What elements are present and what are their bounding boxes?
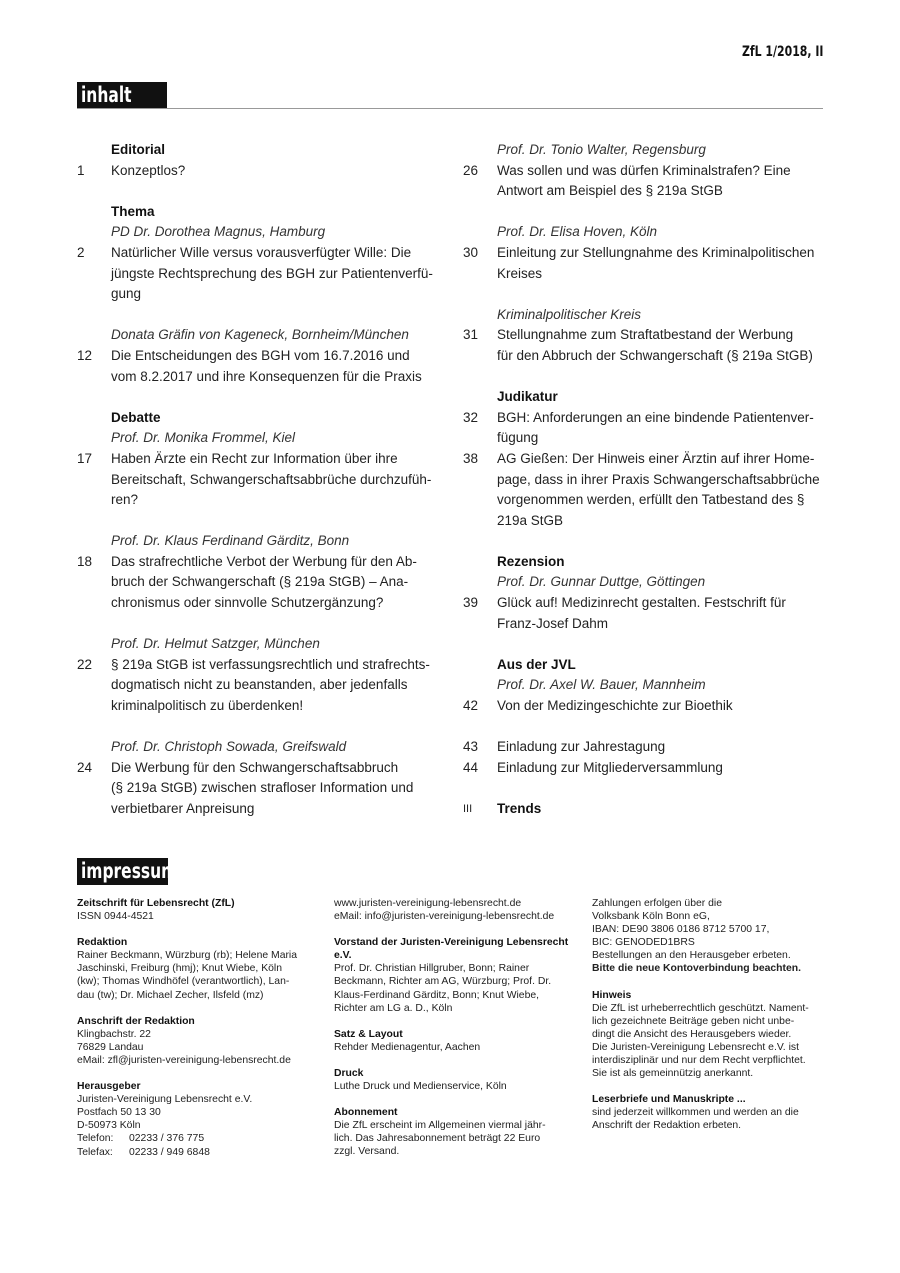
impressum-line: D-50973 Köln	[77, 1120, 141, 1132]
toc-entry-title: Trends	[497, 801, 542, 816]
toc-entry-line: § 219a StGB ist verfassungsrechtlich und strafrechts-	[111, 656, 430, 672]
impressum-line: IBAN: DE90 3806 0186 8712 5700 17,	[592, 924, 770, 936]
impressum-block	[592, 989, 837, 1081]
impressum-block	[77, 1015, 322, 1067]
toc-entry-title	[497, 449, 833, 531]
impressum-block	[592, 897, 837, 976]
toc-entry-line: (§ 219a StGB) zwischen strafloser Information und	[111, 780, 414, 796]
toc-entry-line: Einladung zur Mitgliederversammlung	[497, 759, 723, 775]
toc-entry	[77, 243, 442, 305]
impressum-heading: Zeitschrift für Lebensrecht (ZfL)	[77, 898, 235, 909]
impressum-heading: Anschrift der Redaktion	[77, 1015, 195, 1027]
toc-page-number: 32	[463, 409, 479, 425]
toc-entry	[463, 408, 833, 449]
toc-page-number: 24	[77, 759, 93, 775]
impressum-line: Volksbank Köln Bonn eG,	[592, 911, 710, 923]
toc-section-heading: Rezension	[497, 553, 565, 569]
toc-gap	[463, 531, 833, 552]
toc-entry	[77, 552, 442, 614]
impressum-line: zzgl. Versand.	[334, 1146, 400, 1158]
toc-entry	[463, 593, 833, 634]
impressum-line: dau (tw); Dr. Michael Zecher, Ilsfeld (mz)	[77, 989, 264, 1001]
toc-entry	[463, 325, 833, 366]
toc-entry-title	[111, 449, 442, 511]
toc-entry-title	[497, 737, 833, 758]
impressum-heading: Vorstand der Juristen-Vereinigung Lebensrecht e.V.	[334, 937, 569, 962]
toc-entry	[77, 655, 442, 717]
impressum-line: sind jederzeit willkommen und werden an die	[592, 1107, 799, 1119]
toc-entry-title	[497, 408, 833, 449]
toc-entry-line: vom 8.2.2017 und ihre Konsequenzen für die Praxis	[111, 368, 422, 384]
impressum-line: 76829 Landau	[77, 1041, 144, 1053]
toc-entry	[463, 758, 833, 779]
impressum-phone-label: Telefon:	[77, 1133, 114, 1145]
toc-entry-title	[111, 161, 442, 182]
impressum-phone-value: 02233 / 376 775	[129, 1133, 205, 1145]
impressum-block	[334, 897, 579, 923]
impressum-line: Richter am LG a. D., Köln	[334, 1002, 453, 1014]
toc-entry-line: Bereitschaft, Schwangerschaftsabbrüche durchzufüh-	[111, 471, 432, 487]
impressum-line: interdisziplinär und nur dem Recht verpflichtet.	[592, 1055, 806, 1067]
impressum-phone-value: 02233 / 949 6848	[129, 1146, 210, 1158]
toc-entry-line: fügung	[497, 430, 539, 446]
toc-page-number: 39	[463, 595, 479, 611]
toc-section-heading: Judikatur	[497, 389, 558, 405]
toc-gap	[463, 634, 833, 655]
toc-entry-title	[497, 593, 833, 634]
toc-entry-line: Die Entscheidungen des BGH vom 16.7.2016 und	[111, 347, 410, 363]
toc-author: Prof. Dr. Klaus Ferdinand Gärditz, Bonn	[111, 533, 350, 549]
toc-entry-line: Haben Ärzte ein Recht zur Information über ihre	[111, 450, 398, 466]
impressum-heading: Abonnement	[334, 1107, 398, 1119]
impressum-block	[592, 1093, 837, 1132]
toc-entry	[463, 243, 833, 284]
impressum-line: Klaus-Ferdinand Gärditz, Bonn; Knut Wiebe,	[334, 989, 540, 1001]
impressum-line: www.juristen-vereinigung-lebensrecht.de	[334, 898, 522, 909]
toc-section-heading: Thema	[111, 203, 155, 219]
toc-page-number: 31	[463, 327, 479, 343]
impressum-line: Prof. Dr. Christian Hillgruber, Bonn; Rainer	[334, 963, 530, 975]
toc-entry-line: bruch der Schwangerschaft (§ 219a StGB) – Ana-	[111, 574, 409, 590]
impressum-line: Die ZfL erscheint im Allgemeinen viermal jähr-	[334, 1120, 546, 1132]
impressum-block	[77, 936, 322, 1001]
toc-entry-title	[111, 552, 442, 614]
impressum-line: Rainer Beckmann, Würzburg (rb); Helene Maria	[77, 950, 298, 962]
impressum-line: Juristen-Vereinigung Lebensrecht e.V.	[77, 1094, 253, 1106]
impressum-block	[77, 897, 322, 923]
impressum-line: Die ZfL ist urheberrechtlich geschützt. Nament-	[592, 1002, 809, 1014]
toc-section-heading: Editorial	[111, 142, 166, 157]
toc-page-number: 38	[463, 450, 479, 466]
toc-entry-line: BGH: Anforderungen an eine bindende Patientenver-	[497, 409, 814, 425]
toc-entry	[77, 758, 442, 820]
impressum-line: Sie ist als gemeinnützig anerkannt.	[592, 1068, 754, 1080]
toc-page-number: 26	[463, 162, 479, 178]
toc-left-column	[77, 140, 442, 820]
toc-entry-line: verbietbarer Anpreisung	[111, 801, 255, 816]
impressum-line: Anschrift der Redaktion erbeten.	[592, 1120, 742, 1132]
toc-gap	[77, 614, 442, 635]
toc-author: Prof. Dr. Christoph Sowada, Greifswald	[111, 739, 347, 755]
toc-entry	[463, 449, 833, 531]
impressum-block	[77, 1080, 322, 1159]
toc-entry-line: vorgenommen werden, erfüllt den Tatbestand des §	[497, 492, 805, 508]
impressum-block	[334, 1028, 579, 1054]
toc-author: Prof. Dr. Axel W. Bauer, Mannheim	[497, 677, 706, 693]
toc-entry-title	[497, 758, 833, 779]
toc-entry-title	[497, 243, 833, 284]
impressum-block	[334, 1067, 579, 1093]
impressum-line: BIC: GENODED1BRS	[592, 937, 695, 949]
toc-gap	[463, 284, 833, 305]
toc-gap	[77, 181, 442, 202]
impressum-phone-label: Telefax:	[77, 1146, 113, 1158]
impressum-block	[334, 936, 579, 1015]
toc-gap	[77, 387, 442, 408]
impressum-heading: Herausgeber	[77, 1081, 141, 1093]
toc-page-number: 12	[77, 347, 93, 363]
toc-page-number: 44	[463, 759, 479, 775]
toc-page-number: 18	[77, 553, 93, 569]
toc-author: Prof. Dr. Tonio Walter, Regensburg	[497, 142, 706, 157]
toc-page-number: 17	[77, 450, 93, 466]
toc-entry-line: Das strafrechtliche Verbot der Werbung für den Ab-	[111, 553, 417, 569]
toc-author: Prof. Dr. Elisa Hoven, Köln	[497, 224, 658, 240]
impressum-line: Klingbachstr. 22	[77, 1028, 151, 1040]
toc-entry-title	[497, 696, 833, 717]
toc-author: Kriminalpolitischer Kreis	[497, 306, 642, 322]
toc-author: Prof. Dr. Monika Frommel, Kiel	[111, 430, 296, 446]
impressum-heading: Satz & Layout	[334, 1028, 403, 1040]
impressum-heading: Redaktion	[77, 937, 128, 949]
impressum-heading: Druck	[334, 1067, 364, 1079]
impressum-line: Die Juristen-Vereinigung Lebensrecht e.V. ist	[592, 1041, 799, 1053]
impressum-column-2	[334, 897, 579, 1172]
toc-gap	[77, 305, 442, 326]
impressum-line: dingt die Ansicht des Herausgebers wieder.	[592, 1028, 792, 1040]
toc-entry-line: 219a StGB	[497, 512, 564, 528]
toc-gap	[77, 511, 442, 532]
toc-entry-title	[111, 346, 442, 387]
impressum-phone-line	[77, 1146, 322, 1159]
toc-entry	[463, 737, 833, 758]
toc-entry	[77, 346, 442, 387]
toc-gap	[463, 778, 833, 799]
toc-entry-line: Was sollen und was dürfen Kriminalstrafen? Eine	[497, 162, 791, 178]
toc-gap	[463, 367, 833, 388]
impressum-column-1	[77, 897, 322, 1172]
toc-entry-line: Natürlicher Wille versus vorausverfügter Wille: Die	[111, 244, 412, 260]
toc-author: Prof. Dr. Helmut Satzger, München	[111, 636, 320, 652]
toc-page-number: 30	[463, 244, 479, 260]
impressum-line: Beckmann, Richter am AG, Würzburg; Prof. Dr.	[334, 976, 552, 988]
impressum-line: lich gezeichnete Beiträge geben nicht unbe-	[592, 1015, 795, 1027]
inhalt-label: inhalt	[77, 82, 167, 109]
impressum-phone-line	[77, 1132, 322, 1145]
toc-entry-title	[111, 655, 442, 717]
impressum-heading: Hinweis	[592, 989, 632, 1001]
toc-entry	[77, 161, 442, 182]
toc-entry-title	[497, 161, 833, 202]
impressum-line: lich. Das Jahresabonnement beträgt 22 Euro	[334, 1133, 541, 1145]
impressum-notice: Bitte die neue Kontoverbindung beachten.	[592, 963, 801, 975]
inhalt-rule	[77, 108, 823, 109]
toc-entry-line: Antwort am Beispiel des § 219a StGB	[497, 183, 723, 199]
toc-section-heading: Aus der JVL	[497, 656, 576, 672]
toc-entry-line: für den Abbruch der Schwangerschaft (§ 219a StGB)	[497, 347, 813, 363]
toc-page-number: 1	[77, 162, 85, 178]
toc-entry	[463, 799, 833, 820]
impressum-line: Bestellungen an den Herausgeber erbeten.	[592, 950, 791, 962]
impressum-line: eMail: zfl@juristen-vereinigung-lebensrecht.de	[77, 1054, 291, 1066]
toc-entry-line: jüngste Rechtsprechung des BGH zur Patientenverfü-	[111, 265, 433, 281]
toc-entry-line: Konzeptlos?	[111, 162, 186, 178]
toc-entry-line: page, dass in ihrer Praxis Schwangerschaftsabbrüche	[497, 471, 820, 487]
toc-author: Donata Gräfin von Kageneck, Bornheim/München	[111, 327, 409, 343]
impressum-block	[334, 1106, 579, 1158]
impressum-heading: Leserbriefe und Manuskripte ...	[592, 1094, 746, 1106]
toc-entry-line: Stellungnahme zum Straftatbestand der Werbung	[497, 327, 794, 343]
toc-entry	[463, 161, 833, 202]
toc-entry-line: Die Werbung für den Schwangerschaftsabbruch	[111, 759, 399, 775]
impressum-line: (kw); Thomas Windhöfel (verantwortlich), Lan-	[77, 976, 290, 988]
toc-entry-line: Kreises	[497, 265, 543, 281]
impressum-line: Luthe Druck und Medienservice, Köln	[334, 1081, 507, 1093]
toc-gap	[463, 202, 833, 223]
toc-section-heading: Debatte	[111, 409, 161, 425]
toc-page-number: 22	[77, 656, 93, 672]
toc-entry-line: Einleitung zur Stellungnahme des Kriminalpolitischen	[497, 244, 815, 260]
toc-gap	[77, 717, 442, 738]
impressum-line: ISSN 0944-4521	[77, 911, 154, 923]
impressum-line: Rehder Medienagentur, Aachen	[334, 1041, 481, 1053]
impressum-column-3	[592, 897, 837, 1146]
toc-entry-line: gung	[111, 286, 142, 302]
toc-entry-title	[497, 325, 833, 366]
impressum-line: Postfach 50 13 30	[77, 1107, 161, 1119]
toc-entry-title	[111, 243, 442, 305]
toc-entry-line: Einladung zur Jahrestagung	[497, 739, 666, 755]
toc-entry-line: Franz-Josef Dahm	[497, 615, 609, 631]
toc-entry-line: ren?	[111, 492, 139, 508]
toc-entry	[77, 449, 442, 511]
toc-entry-line: kriminalpolitisch zu überdenken!	[111, 698, 304, 714]
toc-page-number: 2	[77, 244, 85, 260]
toc-page-number: 43	[463, 739, 479, 755]
toc-entry-line: Glück auf! Medizinrecht gestalten. Festschrift für	[497, 595, 786, 611]
toc-entry-line: chronismus oder sinnvolle Schutzergänzung?	[111, 595, 384, 611]
toc-author: PD Dr. Dorothea Magnus, Hamburg	[111, 224, 326, 240]
toc-author: Prof. Dr. Gunnar Duttge, Göttingen	[497, 574, 706, 590]
toc-entry	[463, 696, 833, 717]
toc-entry-title	[111, 758, 442, 820]
impressum-label: impressum	[77, 858, 168, 885]
toc-entry-line: AG Gießen: Der Hinweis einer Ärztin auf ihrer Home-	[497, 450, 815, 466]
page-identifier: ZfL 1/2018, II	[741, 44, 823, 60]
toc-right-column	[463, 140, 833, 820]
impressum-line: Jaschinski, Freiburg (hmj); Knut Wiebe, Köln	[77, 963, 283, 975]
toc-gap	[463, 717, 833, 738]
toc-entry-line: dogmatisch nicht zu beanstanden, aber jedenfalls	[111, 677, 408, 693]
impressum-line: eMail: info@juristen-vereinigung-lebensrecht.de	[334, 911, 555, 923]
impressum-line: Zahlungen erfolgen über die	[592, 898, 722, 909]
toc-page-number: 42	[463, 698, 479, 714]
toc-page-number: III	[463, 803, 473, 815]
toc-entry-line: Von der Medizingeschichte zur Bioethik	[497, 698, 733, 714]
